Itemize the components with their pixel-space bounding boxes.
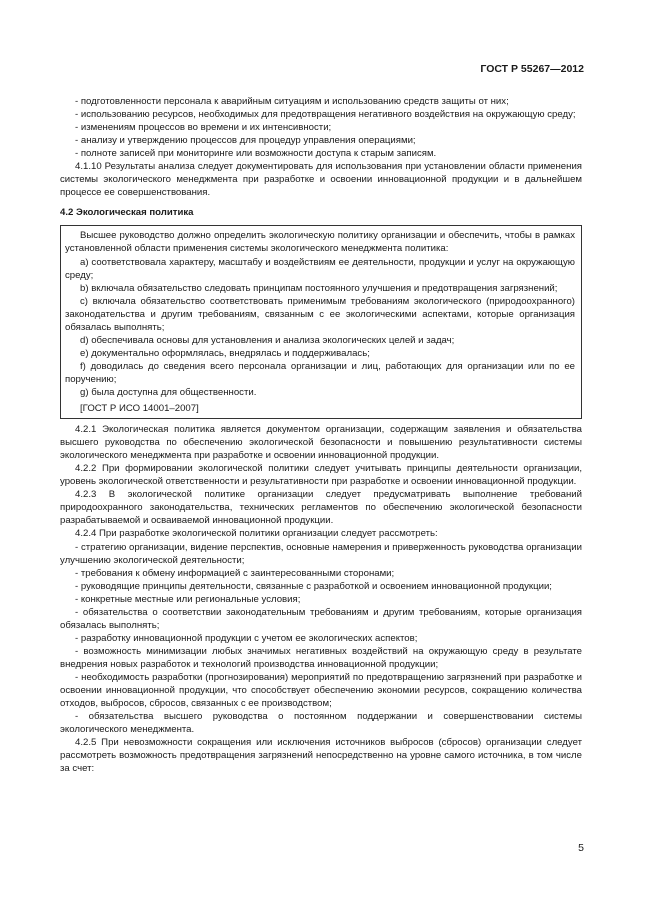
list-item: - анализу и утверждению процессов для процедур управления операциями; <box>75 135 416 147</box>
page-number: 5 <box>578 842 584 854</box>
paragraph-4-2-5: 4.2.5 При невозможности сокращения или исключения источников выбросов (сбросов) организации следует рассмотреть возможность предотвращения загрязнений непосредственно на уровне самого источника, в том числе за счет: <box>60 737 582 775</box>
paragraph-4-2-3: 4.2.3 В экологической политике организации следует предусматривать выполнение требований природоохранного законодательства, технических регламентов по обеспечению экологической безопасности разрабатываемой и осваиваемой инновационной продукции. <box>60 489 582 527</box>
list-item: - конкретные местные или региональные условия; <box>75 593 301 605</box>
list-item: - руководящие принципы деятельности, связанные с разработкой и освоением инновационной продукции; <box>75 580 552 592</box>
list-item: - полноте записей при мониторинге или возможности доступа к старым записям. <box>75 148 437 160</box>
paragraph-4-1-10: 4.1.10 Результаты анализа следует документировать для использования при установлении области применения системы экологического менеджмента при разработке и освоении инновационной продукции и в дальнейшем процессе ее совершенствования. <box>60 161 582 199</box>
quote-item: f) доводилась до сведения всего персонала организации и лиц, работающих для организации или по ее поручению; <box>65 360 575 385</box>
section-heading: 4.2 Экологическая политика <box>60 207 194 219</box>
quote-item: c) включала обязательство соответствовать применимым требованиям экологического (природоохранного) законодательства и другим требованиям, связанным с ее экологическими аспектами, которые организация обязалась выполнять; <box>65 295 575 333</box>
page-content <box>60 95 582 775</box>
quote-item: d) обеспечивала основы для установления и анализа экологических целей и задач; <box>80 334 455 346</box>
quote-lead: Высшее руководство должно определить экологическую политику организации и обеспечить, чтобы в рамках установленной области применения системы экологического менеджмента политика: <box>65 230 575 255</box>
standard-quote-box <box>60 225 582 419</box>
paragraph-4-2-2: 4.2.2 При формировании экологической политики следует учитывать принципы деятельности организации, уровень экологической ответственности и результативности при разработке и освоении инновационной продукции. <box>60 463 582 488</box>
list-item: - необходимость разработки (прогнозирования) мероприятий по предотвращению загрязнений при разработке и освоении инновационной продукции, что способствует обеспечению экономии ресурсов, сокращению количества отходов, выбросов, сбросов, связанных с ее производством; <box>60 671 582 710</box>
quote-item: a) соответствовала характеру, масштабу и воздействиям ее деятельности, продукции и услуг на окружающую среду; <box>65 256 575 281</box>
quote-item: b) включала обязательство следовать принципам постоянного улучшения и предотвращения загрязнений; <box>80 282 558 294</box>
quote-item: e) документально оформлялась, внедрялась и поддерживалась; <box>80 347 370 359</box>
document-header: ГОСТ Р 55267—2012 <box>480 63 584 75</box>
paragraph-4-2-4: 4.2.4 При разработке экологической политики организации следует рассмотреть: <box>75 528 438 540</box>
quote-reference: [ГОСТ Р ИСО 14001–2007] <box>80 403 199 415</box>
list-item: - стратегию организации, видение перспектив, основные намерения и приверженность руководства организации улучшению экологической деятельности; <box>60 541 582 566</box>
list-item: - возможность минимизации любых значимых негативных воздействий на окружающую среду в результате внедрения новых разработок и технологий производства инновационной продукции; <box>60 645 582 670</box>
list-item: - изменениям процессов во времени и их интенсивности; <box>75 122 332 134</box>
list-item: - обязательства о соответствии законодательным требованиям и другим требованиям, которые организация обязалась выполнять; <box>60 606 582 631</box>
paragraph-4-2-1: 4.2.1 Экологическая политика является документом организации, содержащим заявления и обязательства высшего руководства по обеспечению экологической безопасности и повышению результативности системы экологического менеджмента при разработке и освоении инновационной продукции. <box>60 424 582 462</box>
list-item: - подготовленности персонала к аварийным ситуациям и использованию средств защиты от них; <box>75 96 509 107</box>
list-item: - разработку инновационной продукции с учетом ее экологических аспектов; <box>75 632 418 644</box>
list-item: - использованию ресурсов, необходимых для предотвращения негативного воздействия на окружающую среду; <box>75 109 576 121</box>
list-item: - требования к обмену информацией с заинтересованными сторонами; <box>75 567 395 579</box>
list-item: - обязательства высшего руководства о постоянном поддержании и совершенствовании системы экологического менеджмента. <box>60 711 582 736</box>
quote-item: g) была доступна для общественности. <box>80 386 257 398</box>
